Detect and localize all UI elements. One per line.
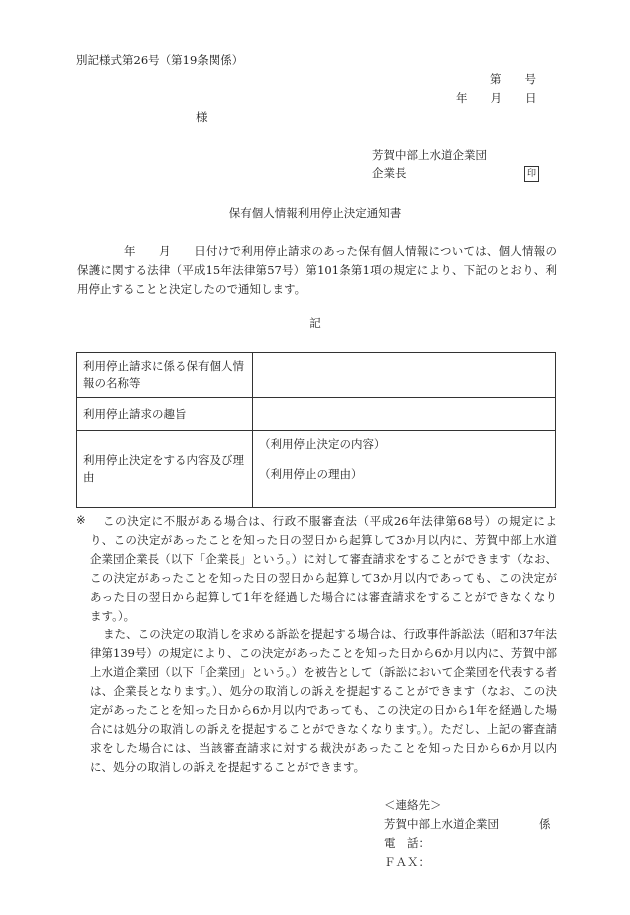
decision-reason-caption: （利用停止の理由） [259, 467, 363, 481]
contact-heading: ＜連絡先＞ [384, 798, 442, 812]
addressee: 様 [196, 110, 208, 124]
row-name-label: 利用停止請求に係る保有個人情報の名称等 [77, 353, 253, 398]
document-number: 第 号 [490, 72, 536, 86]
issue-date: 年 月 日 [456, 91, 537, 105]
ki-label: 記 [309, 316, 321, 330]
seal-mark: 印 [524, 166, 539, 182]
row-decision-label: 利用停止決定をする内容及び理由 [77, 431, 253, 508]
row-name-value [253, 353, 556, 398]
issuer-title: 企業長 [372, 166, 407, 180]
contact-org: 芳賀中部上水道企業団 [384, 817, 499, 831]
decision-content-caption: （利用停止決定の内容） [259, 437, 386, 451]
notice-appeal: この決定に不服がある場合は、行政不服審査法（平成26年法律第68号）の規定により、この決定があったことを知った日の翌日から起算して3か月以内に、芳賀中部上水道企業団企業長（以下「企業長」という。）に対して審査請求をすることができます（なお、この決定があったことを知った日の翌日から起算して3か月以内であっても、この決定があった日の翌日から起算して1年を経過した場合には審査請求をすることができなくなります。）。 [90, 514, 557, 623]
row-purpose-value [253, 398, 556, 431]
document-title: 保有個人情報利用停止決定通知書 [228, 206, 402, 220]
contact-fax: ＦＡＸ： [384, 855, 430, 869]
form-id: 別記様式第26号（第19条関係） [76, 53, 244, 67]
row-decision-value [253, 431, 556, 508]
notice-mark: ※ [76, 513, 86, 527]
intro-text: 年 月 日付けで利用停止請求のあった保有個人情報については、個人情報の保護に関する法律（平成15年法律第57号）第101条第1項の規定により、下記のとおり、利用停止することと決定したので通知します。 [77, 244, 557, 296]
issuer-org: 芳賀中部上水道企業団 [372, 148, 487, 162]
notice-block [77, 512, 557, 777]
row-purpose-label: 利用停止請求の趣旨 [77, 398, 253, 431]
record-table [76, 352, 556, 508]
notice-lawsuit: また、この決定の取消しを求める訴訟を提起する場合は、行政事件訴訟法（昭和37年法律第139号）の規定により、この決定があったことを知った日から6か月以内に、芳賀中部上水道企業団（以下「企業団」という。）を被告として（訴訟において企業団を代表する者は、企業長となります。）、処分の取消しの訴えを提起することができます（なお、この決定があったことを知った日から6か月以内であっても、この決定の日から1年を経過した場合には処分の取消しの訴えを提起することができなくなります。）。ただし、上記の審査請求をした場合には、当該審査請求に対する裁決があったことを知った日から6か月以内に、処分の取消しの訴えを提起することができます。 [90, 627, 557, 774]
contact-dept: 係 [539, 817, 551, 831]
contact-phone: 電 話： [384, 836, 430, 850]
